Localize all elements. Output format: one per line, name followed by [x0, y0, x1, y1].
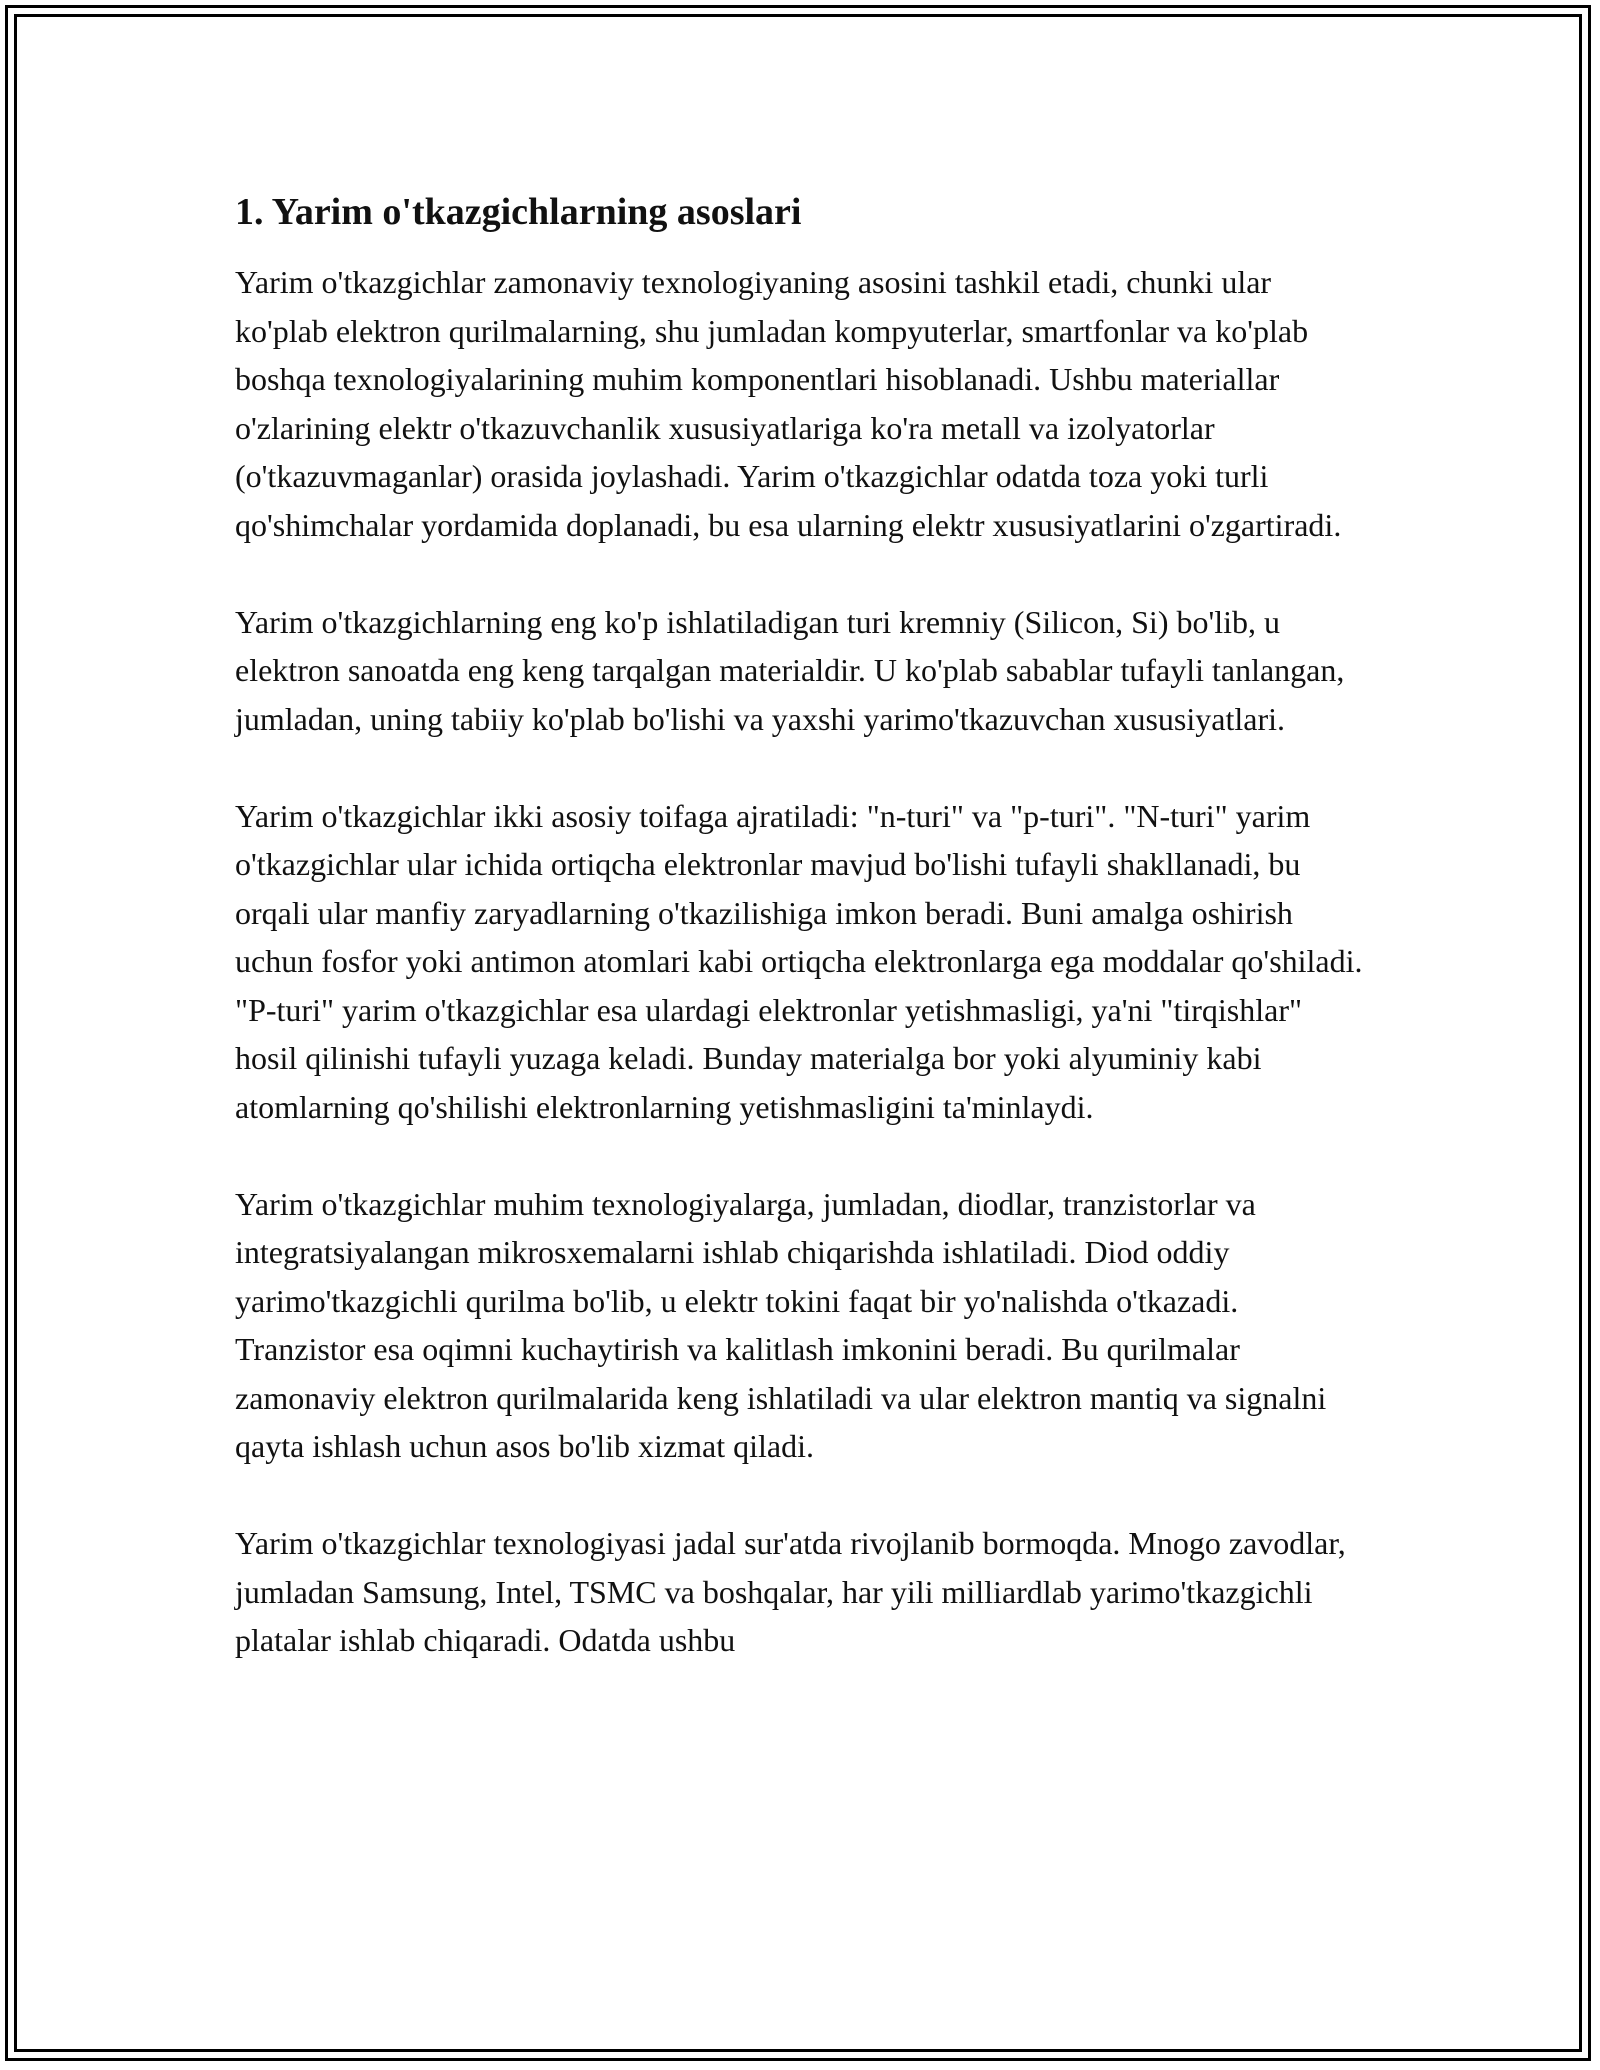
paragraph-5: Yarim o'tkazgichlar texnologiyasi jadal sur'atda rivojlanib bormoqda. Mnogo zavodlar, jumladan Samsung, Intel, TSMC va boshqalar, har yili milliardlab yarimo'tkazgichli platalar ishlab chiqaradi. Odatda ushbu [235, 1525, 1346, 1658]
paragraph-1: Yarim o'tkazgichlar zamonaviy texnologiyaning asosini tashkil etadi, chunki ular ko'plab elektron qurilmalarning, shu jumladan kompyuterlar, smartfonlar va ko'plab boshqa texnologiyalarining muhim komponentlari hisoblanadi. Ushbu materiallar o'zlarining elektr o'tkazuvchanlik xususiyatlariga ko'ra metall va izolyatorlar (o'tkazuvmaganlar) orasida joylashadi. Yarim o'tkazgichlar odatda toza yoki turli qo'shimchalar yordamida doplanadi, bu esa ularning elektr xususiyatlarini o'zgartiradi. [235, 264, 1342, 543]
paragraph-4: Yarim o'tkazgichlar muhim texnologiyalarga, jumladan, diodlar, tranzistorlar va integratsiyalangan mikrosxemalarni ishlab chiqarishda ishlatiladi. Diod oddiy yarimo'tkazgichli qurilma bo'lib, u elektr tokini faqat bir yo'nalishda o'tkazadi. Tranzistor esa oqimni kuchaytirish va kalitlash imkonini beradi. Bu qurilmalar zamonaviy elektron qurilmalarida keng ishlatiladi va ular elektron mantiq va signalni qayta ishlash uchun asos bo'lib xizmat qiladi. [235, 1185, 1327, 1464]
paragraph-3: Yarim o'tkazgichlar ikki asosiy toifaga ajratiladi: "n-turi" va "p-turi". "N-turi" yarim o'tkazgichlar ular ichida ortiqcha elektronlar mavjud bo'lishi tufayli shakllanadi, bu orqali ular manfiy zaryadlarning o'tkazilishiga imkon beradi. Buni amalga oshirish uchun fosfor yoki antimon atomlari kabi ortiqcha elektronlarga ega moddalar qo'shiladi. "P-turi" yarim o'tkazgichlar esa ulardagi elektronlar yetishmasligi, ya'ni "tirqishlar" hosil qilinishi tufayli yuzaga keladi. Bunday materialga bor yoki alyuminiy kabi atomlarning qo'shilishi elektronlarning yetishmasligini ta'minlaydi. [235, 797, 1363, 1125]
document-body [235, 188, 1370, 1713]
page-title: 1. Yarim o'tkazgichlarning asoslari [235, 191, 802, 233]
paragraph-2: Yarim o'tkazgichlarning eng ko'p ishlatiladigan turi kremniy (Silicon, Si) bo'lib, u elektron sanoatda eng keng tarqalgan materialdir. U ko'plab sabablar tufayli tanlangan, jumladan, uning tabiiy ko'plab bo'lishi va yaxshi yarimo'tkazuvchan xususiyatlari. [235, 603, 1345, 737]
